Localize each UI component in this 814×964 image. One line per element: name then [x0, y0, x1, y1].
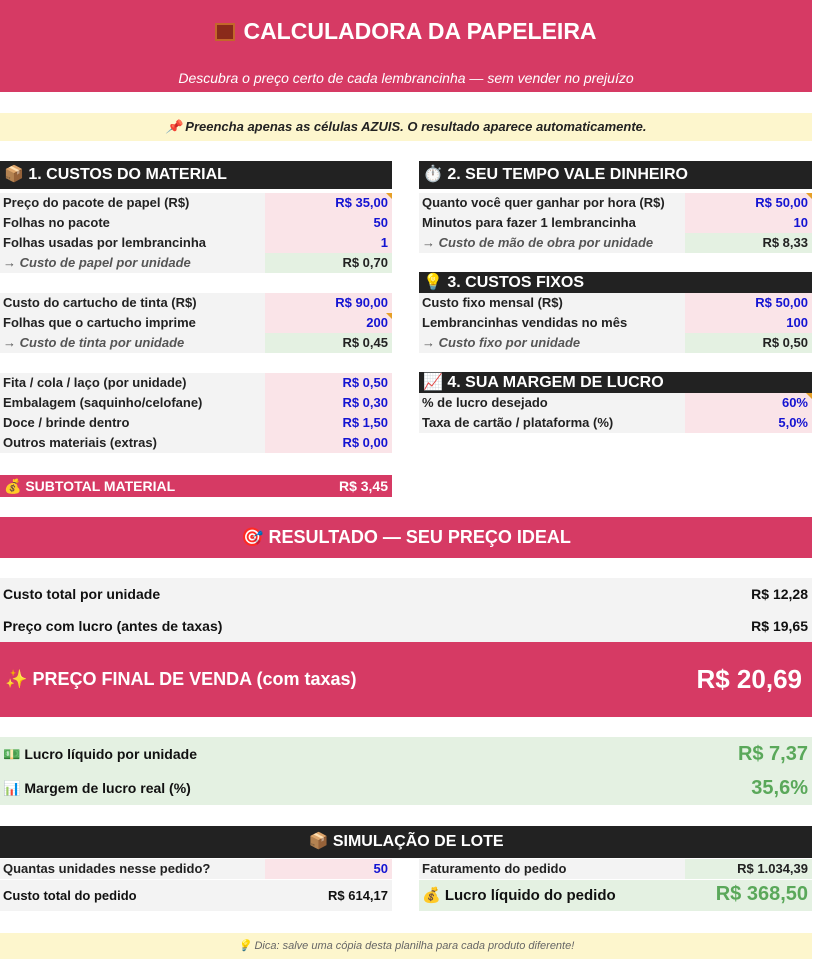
- section-time-header: ⏱️ 2. SEU TEMPO VALE DINHEIRO: [419, 161, 812, 189]
- material-row-label: → Custo de papel por unidade: [0, 253, 265, 273]
- subtotal-material-row: [0, 475, 392, 497]
- pushpin-icon: 📌: [165, 119, 182, 134]
- subtotal-label: 💰 SUBTOTAL MATERIAL: [4, 478, 176, 494]
- target-icon: 🎯: [241, 527, 264, 547]
- batch-revenue-row: [419, 859, 812, 879]
- material-row-label: Folhas usadas por lembrancinha: [0, 233, 265, 253]
- real-margin-label: 📊 Margem de lucro real (%): [3, 780, 191, 796]
- material-row: [0, 213, 392, 233]
- material-row: [0, 253, 392, 273]
- chart-up-icon: 📈: [423, 374, 443, 391]
- margin-row: [419, 413, 812, 433]
- material-input-cell[interactable]: R$ 0,30: [265, 393, 392, 413]
- time-input-cell[interactable]: R$ 50,00: [685, 193, 812, 213]
- material-row-label: Custo do cartucho de tinta (R$): [0, 293, 265, 313]
- batch-profit-label: 💰 Lucro líquido do pedido: [422, 887, 616, 904]
- batch-profit-value: R$ 368,50: [715, 883, 808, 905]
- margin-input-cell[interactable]: 60%: [685, 393, 812, 413]
- total-cost-label: Custo total por unidade: [3, 586, 161, 602]
- material-row-label: Fita / cola / laço (por unidade): [0, 373, 265, 393]
- page-title: CALCULADORA DA PAPELEIRA: [0, 18, 812, 45]
- batch-revenue-value: R$ 1.034,39: [685, 859, 812, 879]
- time-row: [419, 213, 812, 233]
- material-calc-cell: R$ 0,45: [265, 333, 392, 353]
- money-bag-icon: 💰: [422, 887, 441, 904]
- material-row-label: Folhas no pacote: [0, 213, 265, 233]
- material-row-label: Folhas que o cartucho imprime: [0, 313, 265, 333]
- batch-profit-row: [419, 880, 812, 911]
- fixed-input-cell[interactable]: R$ 50,00: [685, 293, 812, 313]
- stopwatch-icon: ⏱️: [423, 166, 443, 183]
- package-icon: 📦: [4, 166, 24, 183]
- material-row-label: Outros materiais (extras): [0, 433, 265, 453]
- fixed-calc-cell: R$ 0,50: [685, 333, 812, 353]
- fixed-row-label: Lembrancinhas vendidas no mês: [419, 313, 685, 333]
- margin-row-label: % de lucro desejado: [419, 393, 685, 413]
- abacus-icon: [215, 23, 235, 41]
- material-input-cell[interactable]: R$ 0,00: [265, 433, 392, 453]
- money-bag-icon: 💰: [4, 478, 22, 494]
- final-price-label: ✨ PREÇO FINAL DE VENDA (com taxas): [5, 669, 357, 689]
- material-input-cell[interactable]: 200: [265, 313, 392, 333]
- result-summary: [0, 578, 812, 642]
- material-row: [0, 313, 392, 333]
- material-row: [0, 333, 392, 353]
- fixed-row-label: → Custo fixo por unidade: [419, 333, 685, 353]
- material-row: [0, 433, 392, 453]
- page-header: [0, 0, 812, 92]
- instruction-note: 📌 Preencha apenas as células AZUIS. O resultado aparece automaticamente.: [0, 113, 812, 141]
- material-input-cell[interactable]: 50: [265, 213, 392, 233]
- page-subtitle: Descubra o preço certo de cada lembrancinha — sem vender no prejuízo: [178, 70, 634, 86]
- batch-cost-label: Custo total do pedido: [3, 888, 137, 903]
- lightbulb-icon: 💡: [423, 274, 443, 291]
- material-row: [0, 413, 392, 433]
- final-price-banner: [0, 642, 812, 717]
- fixed-row: [419, 293, 812, 313]
- batch-qty-label: Quantas unidades nesse pedido?: [0, 859, 265, 879]
- time-calc-cell: R$ 8,33: [685, 233, 812, 253]
- time-row: [419, 193, 812, 213]
- material-input-cell[interactable]: R$ 1,50: [265, 413, 392, 433]
- batch-header: 📦 SIMULAÇÃO DE LOTE: [0, 826, 812, 858]
- real-margin-value: 35,6%: [751, 777, 808, 799]
- time-input-cell[interactable]: 10: [685, 213, 812, 233]
- bar-chart-icon: 📊: [3, 780, 21, 796]
- result-header: 🎯 RESULTADO — SEU PREÇO IDEAL: [0, 517, 812, 558]
- net-profit-label: 💵 Lucro líquido por unidade: [3, 746, 197, 762]
- price-profit-value: R$ 19,65: [751, 618, 808, 634]
- batch-qty-input[interactable]: 50: [265, 859, 392, 879]
- final-price-value: R$ 20,69: [696, 664, 802, 694]
- time-row-label: Quanto você quer ganhar por hora (R$): [419, 193, 685, 213]
- time-row: [419, 233, 812, 253]
- section-fixed-header: 💡 3. CUSTOS FIXOS: [419, 272, 812, 294]
- time-row-label: Minutos para fazer 1 lembrancinha: [419, 213, 685, 233]
- sparkles-icon: ✨: [5, 669, 28, 689]
- margin-row: [419, 393, 812, 413]
- tip-footer: 💡 Dica: salve uma cópia desta planilha para cada produto diferente!: [0, 933, 812, 959]
- fixed-input-cell[interactable]: 100: [685, 313, 812, 333]
- batch-cost-value: R$ 614,17: [328, 888, 388, 903]
- net-profit-value: R$ 7,37: [737, 743, 808, 765]
- batch-cost-row: [0, 880, 392, 911]
- fixed-row: [419, 333, 812, 353]
- material-row-label: Embalagem (saquinho/celofane): [0, 393, 265, 413]
- material-row: [0, 193, 392, 213]
- fixed-row-label: Custo fixo mensal (R$): [419, 293, 685, 313]
- batch-qty-row: [0, 859, 392, 879]
- dollar-bill-icon: 💵: [3, 746, 21, 762]
- section-margin-header: 📈 4. SUA MARGEM DE LUCRO: [419, 372, 812, 394]
- material-row: [0, 373, 392, 393]
- material-input-cell[interactable]: R$ 0,50: [265, 373, 392, 393]
- material-calc-cell: R$ 0,70: [265, 253, 392, 273]
- batch-revenue-label: Faturamento do pedido: [419, 859, 685, 879]
- time-row-label: → Custo de mão de obra por unidade: [419, 233, 685, 253]
- material-row-label: Doce / brinde dentro: [0, 413, 265, 433]
- margin-input-cell[interactable]: 5,0%: [685, 413, 812, 433]
- material-row: [0, 293, 392, 313]
- material-row: [0, 233, 392, 253]
- section-material-header: 📦 1. CUSTOS DO MATERIAL: [0, 161, 392, 189]
- material-row-label: → Custo de tinta por unidade: [0, 333, 265, 353]
- margin-row-label: Taxa de cartão / plataforma (%): [419, 413, 685, 433]
- material-input-cell[interactable]: 1: [265, 233, 392, 253]
- price-profit-label: Preço com lucro (antes de taxas): [3, 618, 223, 634]
- package-icon: 📦: [308, 833, 329, 850]
- total-cost-value: R$ 12,28: [751, 586, 808, 602]
- material-row: [0, 393, 392, 413]
- subtotal-value: R$ 3,45: [338, 478, 388, 494]
- material-input-cell[interactable]: R$ 35,00: [265, 193, 392, 213]
- material-row-label: Preço do pacote de papel (R$): [0, 193, 265, 213]
- fixed-row: [419, 313, 812, 333]
- profit-summary: [0, 737, 812, 805]
- lightbulb-icon: 💡: [237, 940, 252, 952]
- material-input-cell[interactable]: R$ 90,00: [265, 293, 392, 313]
